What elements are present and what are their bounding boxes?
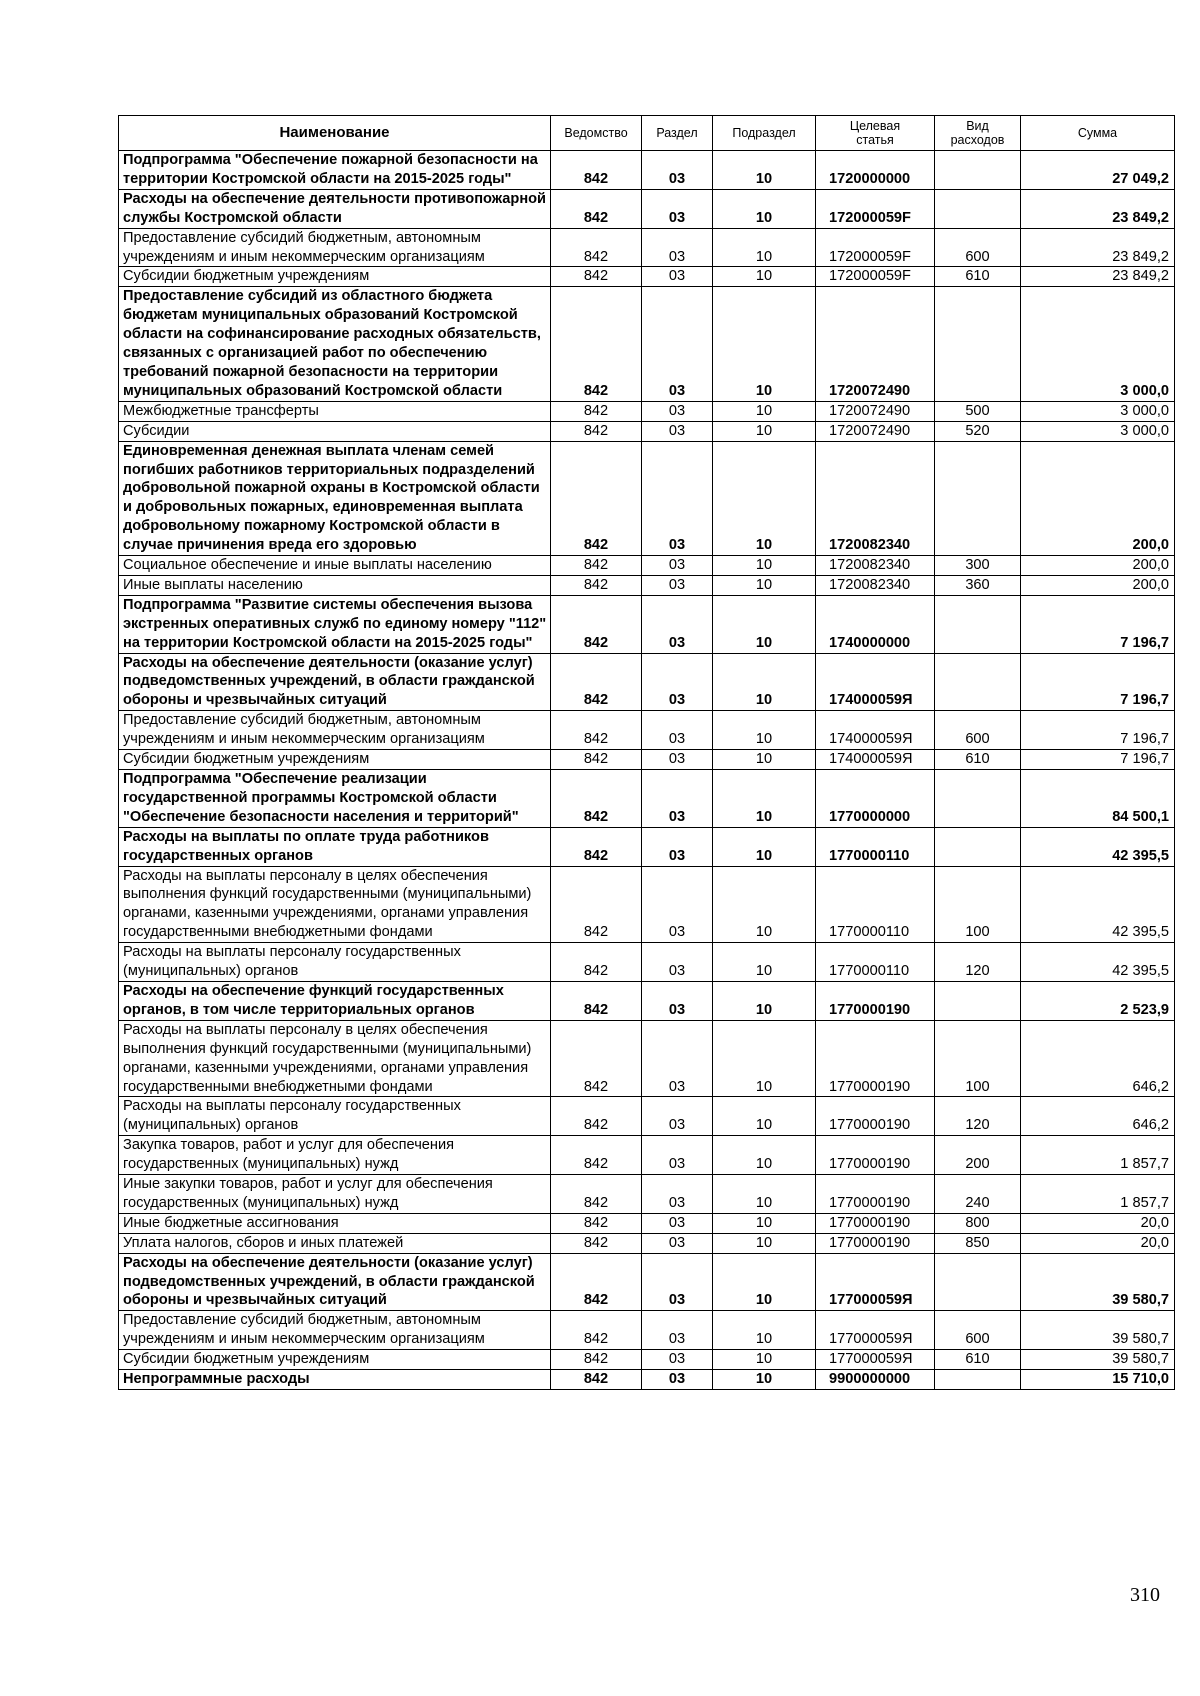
cell-section: 03 xyxy=(642,556,713,576)
cell-name: Социальное обеспечение и иные выплаты населению xyxy=(119,556,551,576)
cell-amount: 20,0 xyxy=(1021,1233,1175,1253)
cell-subsection: 10 xyxy=(713,575,816,595)
cell-amount: 7 196,7 xyxy=(1021,653,1175,711)
cell-department: 842 xyxy=(551,1350,642,1370)
cell-department: 842 xyxy=(551,750,642,770)
cell-target-article: 1770000190 xyxy=(816,1213,935,1233)
cell-name: Расходы на выплаты персоналу государственных (муниципальных) органов xyxy=(119,943,551,982)
cell-section: 03 xyxy=(642,421,713,441)
cell-target-article: 1720082340 xyxy=(816,441,935,555)
page-number: 310 xyxy=(1130,1584,1160,1606)
cell-expense-kind: 100 xyxy=(935,866,1021,943)
table-row xyxy=(119,1370,1175,1390)
table-row xyxy=(119,943,1175,982)
cell-subsection: 10 xyxy=(713,228,816,267)
cell-section: 03 xyxy=(642,1233,713,1253)
cell-target-article: 1770000000 xyxy=(816,770,935,828)
cell-name: Непрограммные расходы xyxy=(119,1370,551,1390)
cell-section: 03 xyxy=(642,653,713,711)
cell-subsection: 10 xyxy=(713,770,816,828)
cell-department: 842 xyxy=(551,943,642,982)
cell-expense-kind: 600 xyxy=(935,711,1021,750)
cell-amount: 7 196,7 xyxy=(1021,711,1175,750)
cell-name: Субсидии бюджетным учреждениям xyxy=(119,267,551,287)
cell-section: 03 xyxy=(642,770,713,828)
table-row xyxy=(119,1213,1175,1233)
cell-amount: 27 049,2 xyxy=(1021,151,1175,190)
cell-section: 03 xyxy=(642,866,713,943)
cell-expense-kind xyxy=(935,827,1021,866)
cell-department: 842 xyxy=(551,866,642,943)
table-row xyxy=(119,1233,1175,1253)
cell-department: 842 xyxy=(551,1136,642,1175)
cell-target-article: 1720082340 xyxy=(816,556,935,576)
cell-name: Расходы на обеспечение деятельности (оказание услуг) подведомственных учреждений, в области гражданской обороны и чрезвычайных ситуаций xyxy=(119,653,551,711)
budget-table xyxy=(118,115,1175,1390)
cell-subsection: 10 xyxy=(713,750,816,770)
cell-department: 842 xyxy=(551,981,642,1020)
table-header xyxy=(119,116,1175,151)
cell-section: 03 xyxy=(642,1350,713,1370)
cell-section: 03 xyxy=(642,228,713,267)
cell-expense-kind: 800 xyxy=(935,1213,1021,1233)
cell-section: 03 xyxy=(642,943,713,982)
cell-target-article: 172000059F xyxy=(816,228,935,267)
cell-amount: 200,0 xyxy=(1021,575,1175,595)
table-row xyxy=(119,711,1175,750)
table-row xyxy=(119,575,1175,595)
cell-department: 842 xyxy=(551,770,642,828)
cell-amount: 1 857,7 xyxy=(1021,1136,1175,1175)
cell-department: 842 xyxy=(551,151,642,190)
cell-section: 03 xyxy=(642,1020,713,1097)
cell-name: Предоставление субсидий из областного бюджета бюджетам муниципальных образований Костромской области на софинансирование расходных обязательств, связанных с организацией работ по обеспечению требований пожарной безопасности на территории муниципальных образований Костромской области xyxy=(119,287,551,401)
table-row xyxy=(119,1136,1175,1175)
cell-target-article: 1720000000 xyxy=(816,151,935,190)
cell-department: 842 xyxy=(551,287,642,401)
table-row xyxy=(119,267,1175,287)
header-target-line1: Целевая xyxy=(849,119,901,133)
cell-expense-kind: 120 xyxy=(935,943,1021,982)
cell-target-article: 1770000190 xyxy=(816,1175,935,1214)
cell-name: Субсидии бюджетным учреждениям xyxy=(119,1350,551,1370)
cell-department: 842 xyxy=(551,1020,642,1097)
cell-subsection: 10 xyxy=(713,1311,816,1350)
table-body xyxy=(119,151,1175,1390)
header-department: Ведомство xyxy=(551,116,642,151)
cell-department: 842 xyxy=(551,1253,642,1311)
cell-department: 842 xyxy=(551,575,642,595)
cell-section: 03 xyxy=(642,189,713,228)
cell-name: Единовременная денежная выплата членам семей погибших работников территориальных подразделений добровольной пожарной охраны в Костромской области и добровольных пожарных, единовременная выплата добровольному пожарному Костромской области в случае причинения вреда его здоровью xyxy=(119,441,551,555)
cell-expense-kind: 600 xyxy=(935,228,1021,267)
cell-expense-kind xyxy=(935,287,1021,401)
cell-amount: 200,0 xyxy=(1021,441,1175,555)
cell-name: Расходы на выплаты по оплате труда работников государственных органов xyxy=(119,827,551,866)
cell-expense-kind: 520 xyxy=(935,421,1021,441)
cell-name: Расходы на обеспечение деятельности (оказание услуг) подведомственных учреждений, в области гражданской обороны и чрезвычайных ситуаций xyxy=(119,1253,551,1311)
cell-department: 842 xyxy=(551,711,642,750)
cell-subsection: 10 xyxy=(713,595,816,653)
cell-amount: 42 395,5 xyxy=(1021,943,1175,982)
table-row xyxy=(119,228,1175,267)
cell-name: Иные выплаты населению xyxy=(119,575,551,595)
cell-subsection: 10 xyxy=(713,441,816,555)
cell-target-article: 1770000190 xyxy=(816,1233,935,1253)
cell-subsection: 10 xyxy=(713,866,816,943)
cell-department: 842 xyxy=(551,441,642,555)
cell-target-article: 177000059Я xyxy=(816,1350,935,1370)
cell-expense-kind: 500 xyxy=(935,401,1021,421)
cell-amount: 23 849,2 xyxy=(1021,228,1175,267)
cell-target-article: 1770000110 xyxy=(816,827,935,866)
cell-expense-kind: 200 xyxy=(935,1136,1021,1175)
cell-subsection: 10 xyxy=(713,653,816,711)
cell-subsection: 10 xyxy=(713,1233,816,1253)
cell-amount: 84 500,1 xyxy=(1021,770,1175,828)
cell-target-article: 1770000190 xyxy=(816,1097,935,1136)
cell-amount: 39 580,7 xyxy=(1021,1253,1175,1311)
cell-target-article: 1720072490 xyxy=(816,421,935,441)
cell-name: Расходы на обеспечение функций государственных органов, в том числе территориальных органов xyxy=(119,981,551,1020)
table-row xyxy=(119,421,1175,441)
cell-amount: 3 000,0 xyxy=(1021,401,1175,421)
header-expense-kind xyxy=(935,116,1021,151)
cell-subsection: 10 xyxy=(713,1175,816,1214)
cell-amount: 39 580,7 xyxy=(1021,1350,1175,1370)
cell-target-article: 1770000190 xyxy=(816,981,935,1020)
cell-section: 03 xyxy=(642,1370,713,1390)
cell-amount: 23 849,2 xyxy=(1021,267,1175,287)
cell-target-article: 1720072490 xyxy=(816,287,935,401)
cell-target-article: 1720072490 xyxy=(816,401,935,421)
cell-amount: 42 395,5 xyxy=(1021,827,1175,866)
cell-subsection: 10 xyxy=(713,1350,816,1370)
cell-expense-kind: 850 xyxy=(935,1233,1021,1253)
cell-expense-kind xyxy=(935,1370,1021,1390)
cell-name: Иные закупки товаров, работ и услуг для обеспечения государственных (муниципальных) нужд xyxy=(119,1175,551,1214)
cell-expense-kind: 120 xyxy=(935,1097,1021,1136)
cell-amount: 3 000,0 xyxy=(1021,421,1175,441)
cell-expense-kind xyxy=(935,151,1021,190)
cell-subsection: 10 xyxy=(713,1213,816,1233)
cell-target-article: 177000059Я xyxy=(816,1253,935,1311)
cell-department: 842 xyxy=(551,401,642,421)
cell-subsection: 10 xyxy=(713,1253,816,1311)
cell-target-article: 174000059Я xyxy=(816,653,935,711)
cell-expense-kind: 100 xyxy=(935,1020,1021,1097)
table-row xyxy=(119,827,1175,866)
cell-section: 03 xyxy=(642,595,713,653)
cell-department: 842 xyxy=(551,228,642,267)
cell-subsection: 10 xyxy=(713,1136,816,1175)
cell-subsection: 10 xyxy=(713,1020,816,1097)
header-kind-line1: Вид xyxy=(966,119,989,133)
cell-department: 842 xyxy=(551,653,642,711)
cell-amount: 23 849,2 xyxy=(1021,189,1175,228)
cell-expense-kind xyxy=(935,441,1021,555)
cell-expense-kind: 360 xyxy=(935,575,1021,595)
cell-section: 03 xyxy=(642,1253,713,1311)
cell-amount: 200,0 xyxy=(1021,556,1175,576)
cell-department: 842 xyxy=(551,1233,642,1253)
table-row xyxy=(119,981,1175,1020)
cell-target-article: 174000059Я xyxy=(816,711,935,750)
cell-amount: 7 196,7 xyxy=(1021,595,1175,653)
cell-expense-kind xyxy=(935,770,1021,828)
table-row xyxy=(119,595,1175,653)
cell-subsection: 10 xyxy=(713,556,816,576)
cell-name: Межбюджетные трансферты xyxy=(119,401,551,421)
cell-target-article: 177000059Я xyxy=(816,1311,935,1350)
table-row xyxy=(119,866,1175,943)
table-row xyxy=(119,151,1175,190)
table-row xyxy=(119,750,1175,770)
table-row xyxy=(119,1311,1175,1350)
table-row xyxy=(119,770,1175,828)
cell-section: 03 xyxy=(642,1175,713,1214)
cell-expense-kind: 240 xyxy=(935,1175,1021,1214)
cell-name: Подпрограмма "Обеспечение пожарной безопасности на территории Костромской области на 2015-2025 годы" xyxy=(119,151,551,190)
cell-expense-kind: 610 xyxy=(935,1350,1021,1370)
cell-expense-kind xyxy=(935,981,1021,1020)
table-row xyxy=(119,401,1175,421)
table-row xyxy=(119,1350,1175,1370)
cell-target-article: 174000059Я xyxy=(816,750,935,770)
cell-expense-kind xyxy=(935,1253,1021,1311)
cell-section: 03 xyxy=(642,151,713,190)
cell-section: 03 xyxy=(642,401,713,421)
header-name: Наименование xyxy=(119,116,551,151)
cell-subsection: 10 xyxy=(713,1097,816,1136)
cell-amount: 2 523,9 xyxy=(1021,981,1175,1020)
cell-amount: 15 710,0 xyxy=(1021,1370,1175,1390)
table-row xyxy=(119,287,1175,401)
cell-section: 03 xyxy=(642,1136,713,1175)
table-row xyxy=(119,1175,1175,1214)
table-row xyxy=(119,556,1175,576)
cell-target-article: 172000059F xyxy=(816,189,935,228)
cell-subsection: 10 xyxy=(713,151,816,190)
cell-expense-kind: 610 xyxy=(935,750,1021,770)
cell-subsection: 10 xyxy=(713,287,816,401)
cell-expense-kind: 300 xyxy=(935,556,1021,576)
cell-amount: 646,2 xyxy=(1021,1097,1175,1136)
cell-section: 03 xyxy=(642,1311,713,1350)
header-target-article xyxy=(816,116,935,151)
cell-name: Расходы на выплаты персоналу в целях обеспечения выполнения функций государственными (муниципальными) органами, казенными учреждениями, органами управления государственными внебюджетными фондами xyxy=(119,866,551,943)
cell-subsection: 10 xyxy=(713,943,816,982)
cell-name: Расходы на обеспечение деятельности противопожарной службы Костромской области xyxy=(119,189,551,228)
cell-expense-kind: 600 xyxy=(935,1311,1021,1350)
cell-section: 03 xyxy=(642,1213,713,1233)
cell-name: Предоставление субсидий бюджетным, автономным учреждениям и иным некоммерческим организациям xyxy=(119,1311,551,1350)
cell-section: 03 xyxy=(642,711,713,750)
cell-department: 842 xyxy=(551,1175,642,1214)
cell-department: 842 xyxy=(551,1311,642,1350)
cell-department: 842 xyxy=(551,595,642,653)
cell-target-article: 1720082340 xyxy=(816,575,935,595)
cell-target-article: 9900000000 xyxy=(816,1370,935,1390)
cell-subsection: 10 xyxy=(713,267,816,287)
cell-section: 03 xyxy=(642,750,713,770)
cell-target-article: 1770000110 xyxy=(816,943,935,982)
header-kind-line2: расходов xyxy=(950,133,1005,147)
cell-department: 842 xyxy=(551,827,642,866)
cell-target-article: 1740000000 xyxy=(816,595,935,653)
cell-amount: 1 857,7 xyxy=(1021,1175,1175,1214)
cell-department: 842 xyxy=(551,1097,642,1136)
cell-subsection: 10 xyxy=(713,189,816,228)
table-row xyxy=(119,1097,1175,1136)
cell-name: Подпрограмма "Обеспечение реализации государственной программы Костромской области "Обеспечение безопасности населения и территорий" xyxy=(119,770,551,828)
cell-section: 03 xyxy=(642,575,713,595)
header-amount: Сумма xyxy=(1021,116,1175,151)
cell-expense-kind xyxy=(935,189,1021,228)
cell-expense-kind xyxy=(935,653,1021,711)
cell-name: Субсидии xyxy=(119,421,551,441)
cell-name: Расходы на выплаты персоналу в целях обеспечения выполнения функций государственными (муниципальными) органами, казенными учреждениями, органами управления государственными внебюджетными фондами xyxy=(119,1020,551,1097)
table-row xyxy=(119,441,1175,555)
cell-amount: 7 196,7 xyxy=(1021,750,1175,770)
cell-subsection: 10 xyxy=(713,421,816,441)
cell-target-article: 1770000190 xyxy=(816,1136,935,1175)
cell-department: 842 xyxy=(551,189,642,228)
table-row xyxy=(119,1020,1175,1097)
cell-amount: 20,0 xyxy=(1021,1213,1175,1233)
cell-name: Расходы на выплаты персоналу государственных (муниципальных) органов xyxy=(119,1097,551,1136)
cell-name: Предоставление субсидий бюджетным, автономным учреждениям и иным некоммерческим организациям xyxy=(119,711,551,750)
cell-section: 03 xyxy=(642,827,713,866)
cell-name: Субсидии бюджетным учреждениям xyxy=(119,750,551,770)
cell-section: 03 xyxy=(642,267,713,287)
cell-name: Подпрограмма "Развитие системы обеспечения вызова экстренных оперативных служб по единому номеру "112" на территории Костромской области на 2015-2025 годы" xyxy=(119,595,551,653)
cell-department: 842 xyxy=(551,1370,642,1390)
header-target-line2: статья xyxy=(856,133,894,147)
cell-name: Закупка товаров, работ и услуг для обеспечения государственных (муниципальных) нужд xyxy=(119,1136,551,1175)
table-row xyxy=(119,189,1175,228)
cell-subsection: 10 xyxy=(713,1370,816,1390)
cell-amount: 39 580,7 xyxy=(1021,1311,1175,1350)
cell-subsection: 10 xyxy=(713,827,816,866)
cell-subsection: 10 xyxy=(713,981,816,1020)
cell-amount: 42 395,5 xyxy=(1021,866,1175,943)
cell-section: 03 xyxy=(642,441,713,555)
cell-target-article: 172000059F xyxy=(816,267,935,287)
cell-department: 842 xyxy=(551,421,642,441)
cell-name: Уплата налогов, сборов и иных платежей xyxy=(119,1233,551,1253)
cell-department: 842 xyxy=(551,556,642,576)
cell-name: Иные бюджетные ассигнования xyxy=(119,1213,551,1233)
cell-amount: 646,2 xyxy=(1021,1020,1175,1097)
cell-subsection: 10 xyxy=(713,401,816,421)
header-subsection: Подраздел xyxy=(713,116,816,151)
cell-section: 03 xyxy=(642,287,713,401)
table-row xyxy=(119,653,1175,711)
header-section: Раздел xyxy=(642,116,713,151)
cell-department: 842 xyxy=(551,1213,642,1233)
cell-target-article: 1770000110 xyxy=(816,866,935,943)
cell-department: 842 xyxy=(551,267,642,287)
table-row xyxy=(119,1253,1175,1311)
cell-section: 03 xyxy=(642,1097,713,1136)
cell-name: Предоставление субсидий бюджетным, автономным учреждениям и иным некоммерческим организациям xyxy=(119,228,551,267)
cell-expense-kind: 610 xyxy=(935,267,1021,287)
cell-target-article: 1770000190 xyxy=(816,1020,935,1097)
cell-amount: 3 000,0 xyxy=(1021,287,1175,401)
cell-expense-kind xyxy=(935,595,1021,653)
cell-section: 03 xyxy=(642,981,713,1020)
cell-subsection: 10 xyxy=(713,711,816,750)
